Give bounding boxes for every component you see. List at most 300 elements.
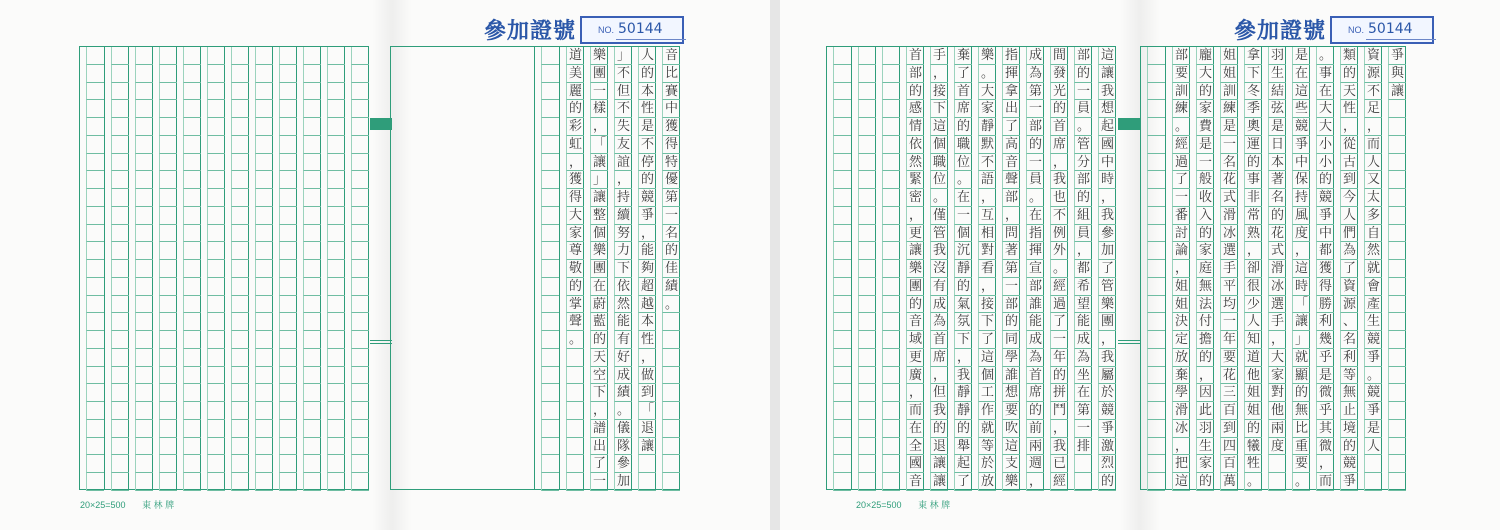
grid-cell: 經 [1172, 136, 1190, 154]
grid-cell: 讓 [1388, 83, 1406, 101]
grid-column [320, 47, 344, 489]
grid-cell [279, 260, 297, 278]
grid-cell [231, 367, 249, 385]
grid-cell [279, 100, 297, 118]
grid-cell [541, 189, 559, 207]
grid-cell: 看 [978, 260, 996, 278]
grid-column [875, 47, 899, 489]
grid-cell [858, 296, 876, 314]
grid-cell: 這 [1172, 473, 1190, 491]
grid-cell: 全 [906, 438, 924, 456]
grid-cell [159, 331, 177, 349]
grid-cell [135, 136, 153, 154]
grid-cell [86, 47, 104, 65]
grid-cell [1074, 455, 1092, 473]
grid-cell: 選 [1220, 242, 1238, 260]
grid-cell [1147, 402, 1165, 420]
grid-cell: ， [954, 349, 972, 367]
grid-cell: 烈 [1098, 455, 1116, 473]
grid-cell: 三 [1220, 384, 1238, 402]
grid-cell [327, 100, 345, 118]
grid-cell: 。 [1074, 118, 1092, 136]
grid-cell: 都 [1316, 242, 1334, 260]
grid-cell: 滑 [1172, 402, 1190, 420]
grid-cell [111, 136, 129, 154]
grid-cell: 要 [1172, 65, 1190, 83]
grid-cell [327, 349, 345, 367]
grid-cell [327, 225, 345, 243]
grid-cell: 第 [1074, 402, 1092, 420]
grid-cell: 在 [1316, 83, 1334, 101]
grid-cell [135, 402, 153, 420]
grid-cell [1388, 367, 1406, 385]
grid-cell [111, 349, 129, 367]
grid-cell [566, 349, 584, 367]
grid-cell: 百 [1220, 402, 1238, 420]
grid-cell: 經 [1050, 278, 1068, 296]
grid-cell [207, 189, 225, 207]
grid-cell: 揮 [1002, 65, 1020, 83]
grid-cell [111, 455, 129, 473]
grid-cell: 等 [1340, 367, 1358, 385]
grid-cell [541, 171, 559, 189]
grid-cell [207, 296, 225, 314]
grid-cell: 源 [1340, 296, 1358, 314]
grid-cell: 而 [1316, 473, 1334, 491]
grid-cell: 樂 [1002, 473, 1020, 491]
grid-column [1237, 47, 1261, 489]
grid-cell [135, 455, 153, 473]
grid-cell: 因 [1196, 384, 1214, 402]
grid-cell [1388, 438, 1406, 456]
grid-cell [86, 118, 104, 136]
grid-cell [1147, 438, 1165, 456]
grid-cell: 小 [1316, 154, 1334, 172]
grid-cell: 放 [978, 473, 996, 491]
grid-cell [207, 65, 225, 83]
grid-cell: 例 [1050, 225, 1068, 243]
grid-cell: 光 [1050, 83, 1068, 101]
grid-cell: 入 [1196, 207, 1214, 225]
grid-cell [1388, 296, 1406, 314]
grid-cell [86, 402, 104, 420]
grid-cell: 能 [638, 242, 656, 260]
grid-cell [255, 47, 273, 65]
grid-cell: 冰 [1220, 225, 1238, 243]
grid-cell: 緊 [906, 171, 924, 189]
grid-cell: 本 [638, 313, 656, 331]
grid-cell: 的 [566, 278, 584, 296]
grid-cell: 家 [1268, 367, 1286, 385]
grid-cell [86, 83, 104, 101]
grid-cell: 一 [1220, 136, 1238, 154]
grid-cell: 聲 [1002, 171, 1020, 189]
grid-cell [135, 367, 153, 385]
grid-cell: 是 [1220, 118, 1238, 136]
grid-cell: ， [906, 384, 924, 402]
grid-cell [858, 331, 876, 349]
grid-cell [327, 331, 345, 349]
grid-cell: 為 [1026, 65, 1044, 83]
grid-cell [231, 189, 249, 207]
grid-cell: 了 [1050, 313, 1068, 331]
grid-cell: 指 [1026, 225, 1044, 243]
grid-cell: 團 [590, 65, 608, 83]
grid-cell: 一 [1050, 331, 1068, 349]
grid-cell: 爭 [1098, 420, 1116, 438]
grid-cell: 是 [1268, 118, 1286, 136]
grid-cell: 生 [1364, 313, 1382, 331]
grid-cell: 源 [1364, 65, 1382, 83]
grid-cell: 。 [978, 65, 996, 83]
grid-column [971, 47, 995, 489]
grid-cell [1388, 455, 1406, 473]
grid-cell: 事 [1316, 65, 1334, 83]
grid-cell [303, 260, 321, 278]
grid-cell [255, 331, 273, 349]
grid-cell [541, 313, 559, 331]
grid-cell [858, 100, 876, 118]
grid-cell: 對 [978, 242, 996, 260]
grid-cell: 但 [930, 384, 948, 402]
grid-cell [1388, 118, 1406, 136]
grid-cell: 彩 [566, 118, 584, 136]
grid-column [152, 47, 176, 489]
grid-cell: 大 [1316, 118, 1334, 136]
grid-cell [882, 189, 900, 207]
grid-cell [541, 384, 559, 402]
grid-cell: 度 [1268, 438, 1286, 456]
grid-cell: ， [590, 118, 608, 136]
grid-cell [1147, 384, 1165, 402]
grid-cell [833, 278, 851, 296]
grid-cell: 而 [906, 402, 924, 420]
header-right [1230, 10, 1440, 46]
grid-cell: 的 [1244, 420, 1262, 438]
grid-cell: 保 [1292, 171, 1310, 189]
grid-cell [279, 278, 297, 296]
grid-cell: 個 [930, 136, 948, 154]
grid-cell [183, 154, 201, 172]
grid-cell [882, 207, 900, 225]
grid-cell: 不 [1364, 83, 1382, 101]
grid-cell [351, 136, 369, 154]
grid-cell: 友 [614, 136, 632, 154]
grid-cell [279, 438, 297, 456]
grid-cell: 管 [930, 225, 948, 243]
grid-cell [303, 136, 321, 154]
grid-cell [1147, 367, 1165, 385]
grid-cell [303, 118, 321, 136]
grid-cell [1388, 420, 1406, 438]
grid-cell: 大 [1268, 349, 1286, 367]
grid-column [128, 47, 152, 489]
grid-cell [111, 65, 129, 83]
grid-cell: 然 [1364, 242, 1382, 260]
grid-cell: 無 [1340, 384, 1358, 402]
grid-cell [882, 154, 900, 172]
grid-cell [279, 313, 297, 331]
grid-cell: 退 [930, 438, 948, 456]
grid-cell: 花 [1268, 225, 1286, 243]
grid-cell [1388, 136, 1406, 154]
grid-cell: ， [906, 207, 924, 225]
grid-cell: 個 [978, 367, 996, 385]
grid-cell [833, 171, 851, 189]
grid-cell [1388, 349, 1406, 367]
grid-cell: 的 [1026, 136, 1044, 154]
grid-cell: 費 [1196, 118, 1214, 136]
grid-cell: 。 [1364, 367, 1382, 385]
grid-cell [86, 278, 104, 296]
grid-cell: 不 [1050, 207, 1068, 225]
grid-cell: 國 [1098, 136, 1116, 154]
grid-cell: 等 [978, 438, 996, 456]
grid-cell [183, 83, 201, 101]
grid-cell: 隊 [614, 438, 632, 456]
grid-cell [111, 438, 129, 456]
grid-cell [833, 384, 851, 402]
grid-cell: 成 [1026, 47, 1044, 65]
grid-column [1261, 47, 1285, 489]
grid-cell [833, 331, 851, 349]
grid-cell: 經 [1050, 473, 1068, 491]
grid-cell [858, 65, 876, 83]
grid-cell: 競 [1292, 118, 1310, 136]
grid-column [535, 47, 559, 489]
grid-cell [111, 118, 129, 136]
grid-cell [111, 171, 129, 189]
grid-cell [183, 384, 201, 402]
grid-right-page-left-block [826, 46, 1116, 490]
grid-cell [662, 331, 680, 349]
grid-cell [86, 438, 104, 456]
grid-cell [255, 260, 273, 278]
grid-cell: 、 [1340, 313, 1358, 331]
grid-cell [207, 83, 225, 101]
grid-cell [255, 438, 273, 456]
grid-cell: 爭 [1364, 349, 1382, 367]
grid-cell: 有 [930, 278, 948, 296]
grid-cell: 賽 [662, 83, 680, 101]
grid-cell: 靜 [954, 260, 972, 278]
grid-cell: 道 [1244, 349, 1262, 367]
grid-cell [327, 367, 345, 385]
grid-cell [303, 296, 321, 314]
grid-cell [833, 242, 851, 260]
grid-cell [541, 278, 559, 296]
grid-cell: 但 [614, 83, 632, 101]
grid-cell [351, 420, 369, 438]
grid-cell: 」 [614, 47, 632, 65]
grid-cell: 成 [1026, 331, 1044, 349]
grid-cell: ， [1340, 118, 1358, 136]
grid-cell: 庭 [1196, 260, 1214, 278]
grid-cell [207, 420, 225, 438]
grid-cell: 麗 [566, 83, 584, 101]
grid-cell [207, 331, 225, 349]
grid-cell [858, 242, 876, 260]
grid-cell [351, 473, 369, 491]
grid-cell: 席 [1050, 136, 1068, 154]
grid-cell: 就 [978, 420, 996, 438]
grid-cell: 日 [1268, 136, 1286, 154]
grid-cell: 勝 [1316, 296, 1334, 314]
grid-cell: 為 [1026, 349, 1044, 367]
grid-cell [662, 455, 680, 473]
grid-column [1333, 47, 1357, 489]
grid-cell: 小 [1316, 136, 1334, 154]
grid-cell: 滑 [1268, 260, 1286, 278]
grid-cell: 靜 [978, 118, 996, 136]
grid-cell: 首 [906, 47, 924, 65]
grid-cell: 樣 [590, 100, 608, 118]
grid-cell: 利 [1340, 349, 1358, 367]
grid-cell [255, 367, 273, 385]
center-mark [1118, 340, 1140, 344]
grid-cell: 樂 [978, 47, 996, 65]
grid-cell: 了 [1002, 118, 1020, 136]
grid-cell [183, 100, 201, 118]
grid-cell [207, 313, 225, 331]
grid-cell: 第 [1026, 83, 1044, 101]
grid-cell: 下 [1244, 65, 1262, 83]
grid-cell [351, 455, 369, 473]
grid-cell [279, 207, 297, 225]
grid-cell: 爭 [1388, 47, 1406, 65]
grid-cell: 放 [1172, 349, 1190, 367]
grid-cell: 要 [1292, 455, 1310, 473]
grid-column [923, 47, 947, 489]
grid-cell [231, 455, 249, 473]
grid-cell [858, 83, 876, 101]
grid-cell [1147, 331, 1165, 349]
grid-cell: 事 [1244, 171, 1262, 189]
grid-cell [858, 225, 876, 243]
grid-cell [1147, 278, 1165, 296]
grid-cell [86, 384, 104, 402]
grid-cell: 此 [1196, 402, 1214, 420]
grid-cell: 拿 [1244, 47, 1262, 65]
grid-cell: 讓 [1098, 65, 1116, 83]
grid-cell: 氣 [954, 296, 972, 314]
grid-cell [1364, 455, 1382, 473]
grid-cell: 又 [1364, 171, 1382, 189]
grid-cell: 管 [1074, 136, 1092, 154]
grid-cell: 。 [566, 331, 584, 349]
grid-cell: 度 [1292, 225, 1310, 243]
grid-cell [327, 189, 345, 207]
grid-cell [351, 313, 369, 331]
grid-cell: 的 [566, 100, 584, 118]
grid-cell: ， [1316, 455, 1334, 473]
grid-cell: 然 [906, 154, 924, 172]
grid-cell: 這 [930, 118, 948, 136]
grid-cell [1388, 225, 1406, 243]
grid-cell: 年 [1220, 331, 1238, 349]
grid-cell [111, 100, 129, 118]
grid-cell: 到 [638, 384, 656, 402]
grid-cell [351, 384, 369, 402]
grid-cell [159, 83, 177, 101]
grid-cell: 一 [590, 473, 608, 491]
bookmark-marker [1118, 118, 1140, 130]
grid-cell: 到 [1220, 420, 1238, 438]
grid-cell: 望 [1074, 296, 1092, 314]
grid-cell: 中 [1098, 154, 1116, 172]
grid-cell: 競 [638, 189, 656, 207]
printer-mark: 東 林 牌 [142, 500, 175, 510]
grid-cell: 少 [1244, 296, 1262, 314]
grid-cell: 產 [1364, 296, 1382, 314]
grid-cell: 宣 [1026, 260, 1044, 278]
grid-cell: 法 [1196, 296, 1214, 314]
grid-cell: 優 [662, 171, 680, 189]
grid-cell: 要 [1220, 349, 1238, 367]
grid-cell [303, 402, 321, 420]
grid-cell: 爭 [1292, 136, 1310, 154]
grid-cell: 本 [638, 83, 656, 101]
grid-cell [882, 420, 900, 438]
grid-cell [111, 83, 129, 101]
grid-cell: 人 [1340, 207, 1358, 225]
grid-cell: 花 [1220, 367, 1238, 385]
grid-cell: 管 [1098, 278, 1116, 296]
grid-cell [541, 455, 559, 473]
grid-cell [882, 402, 900, 420]
grid-cell: 止 [1340, 402, 1358, 420]
grid-cell: 一 [1002, 278, 1020, 296]
grid-cell [135, 154, 153, 172]
grid-cell: 是 [1316, 367, 1334, 385]
grid-cell [135, 296, 153, 314]
grid-cell: 下 [978, 313, 996, 331]
grid-cell: 席 [954, 100, 972, 118]
grid-cell: 持 [614, 189, 632, 207]
grid-cell [858, 171, 876, 189]
grid-cell [1147, 171, 1165, 189]
grid-cell: 讓 [590, 189, 608, 207]
grid-cell: 得 [566, 189, 584, 207]
grid-cell [135, 473, 153, 491]
grid-cell [183, 136, 201, 154]
grid-cell: 部 [1002, 296, 1020, 314]
grid-cell: 家 [1196, 100, 1214, 118]
grid-cell: 蔚 [590, 296, 608, 314]
grid-cell [1147, 118, 1165, 136]
grid-cell: 更 [906, 225, 924, 243]
grid-cell: 在 [1074, 384, 1092, 402]
grid-cell: 組 [1074, 207, 1092, 225]
grid-cell: 儀 [614, 420, 632, 438]
grid-cell [255, 154, 273, 172]
grid-cell [882, 225, 900, 243]
grid-cell: 的 [1196, 83, 1214, 101]
grid-cell [135, 242, 153, 260]
grid-cell [882, 384, 900, 402]
grid-cell: 這 [978, 349, 996, 367]
grid-cell: ， [930, 65, 948, 83]
grid-cell: 的 [906, 296, 924, 314]
grid-cell: 的 [638, 65, 656, 83]
printer-mark: 東 林 牌 [918, 500, 951, 510]
grid-cell [882, 242, 900, 260]
grid-cell [159, 367, 177, 385]
grid-column [1357, 47, 1381, 489]
grid-cell [159, 260, 177, 278]
grid-cell: 靜 [954, 384, 972, 402]
grid-cell: 一 [662, 207, 680, 225]
